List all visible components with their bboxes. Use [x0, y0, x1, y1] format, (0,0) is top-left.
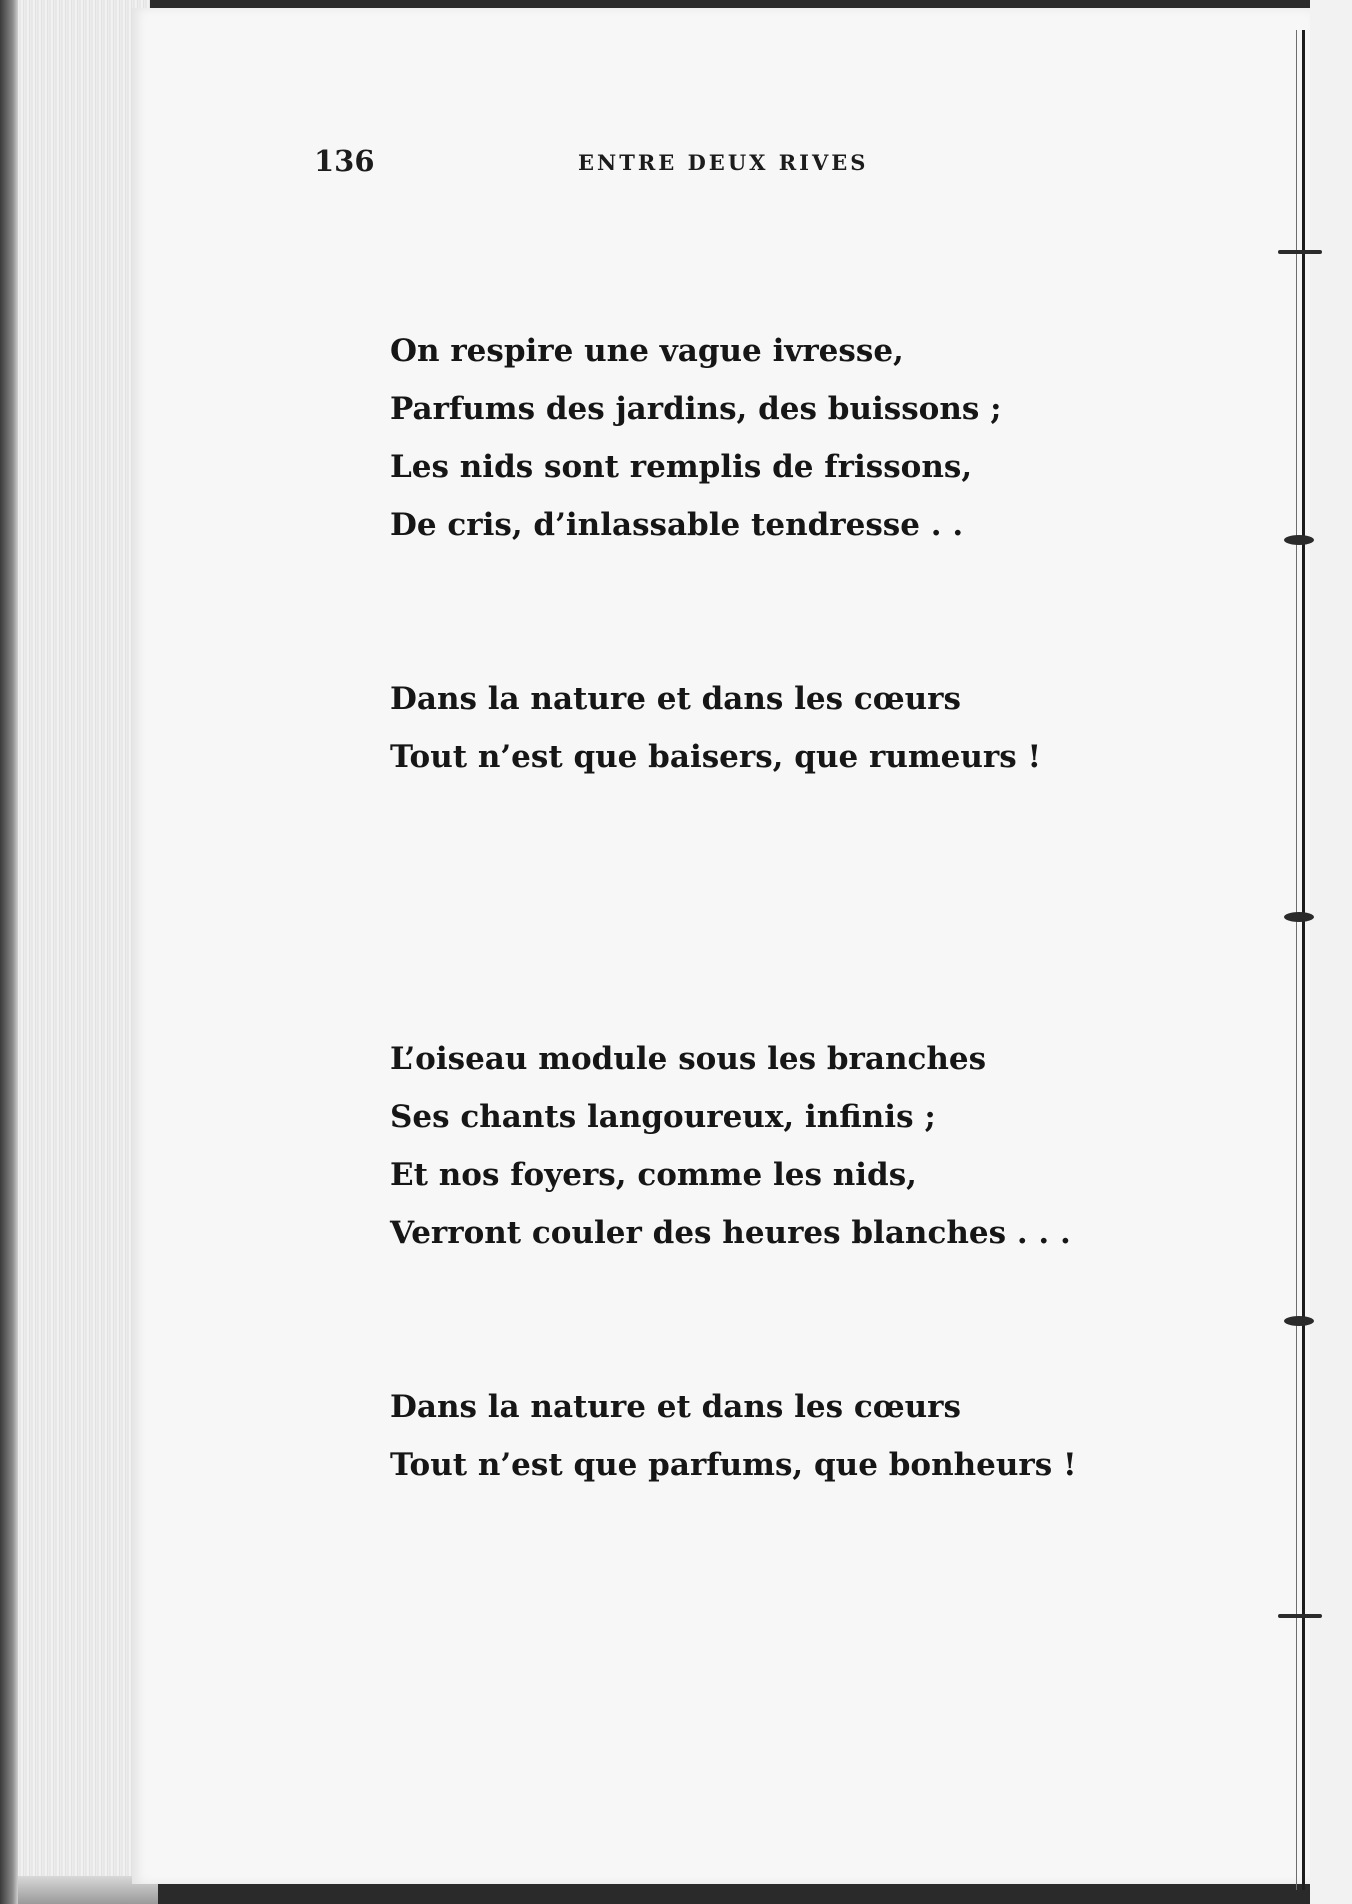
- binding-stitch: [1278, 250, 1322, 254]
- poem-line: L’oiseau module sous les branches: [390, 1041, 987, 1077]
- stanza-3: [390, 1030, 1150, 1262]
- poem: [390, 322, 1150, 1494]
- spine-thread-thin: [1296, 30, 1297, 1890]
- poem-line: De cris, d’inlassable tendresse . .: [390, 507, 964, 543]
- poem-line: Verront couler des heures blanches . . .: [390, 1215, 1071, 1251]
- stanza-4: [390, 1378, 1150, 1494]
- poem-line: Tout n’est que baisers, que rumeurs !: [390, 739, 1042, 775]
- binding-margin: [1310, 0, 1352, 1904]
- binding-stitch: [1278, 1614, 1322, 1618]
- page-edges-stack: [0, 0, 150, 1904]
- page-header: [314, 144, 1014, 184]
- binding-stitch: [1284, 912, 1314, 922]
- stanza-gap: [390, 554, 1150, 670]
- spine-thread: [1302, 30, 1305, 1890]
- stanza-gap: [390, 1262, 1150, 1378]
- stanza-1: [390, 322, 1150, 554]
- poem-line: Ses chants langoureux, infinis ;: [390, 1099, 936, 1135]
- poem-line: Parfums des jardins, des buissons ;: [390, 391, 1002, 427]
- page-number: 136: [314, 144, 375, 178]
- stanza-gap: [390, 786, 1150, 1030]
- poem-line: Tout n’est que parfums, que bonheurs !: [390, 1447, 1077, 1483]
- poem-line: Dans la nature et dans les cœurs: [390, 1389, 961, 1425]
- binding-stitch: [1284, 1316, 1314, 1326]
- poem-line: Et nos foyers, comme les nids,: [390, 1157, 917, 1193]
- poem-line: On respire une vague ivresse,: [390, 333, 904, 369]
- running-title: ENTRE DEUX RIVES: [578, 150, 869, 175]
- poem-line: Les nids sont remplis de frissons,: [390, 449, 973, 485]
- stanza-2: [390, 670, 1150, 786]
- poem-line: Dans la nature et dans les cœurs: [390, 681, 961, 717]
- binding-stitch: [1284, 535, 1314, 545]
- book-cover-edge: [0, 0, 18, 1904]
